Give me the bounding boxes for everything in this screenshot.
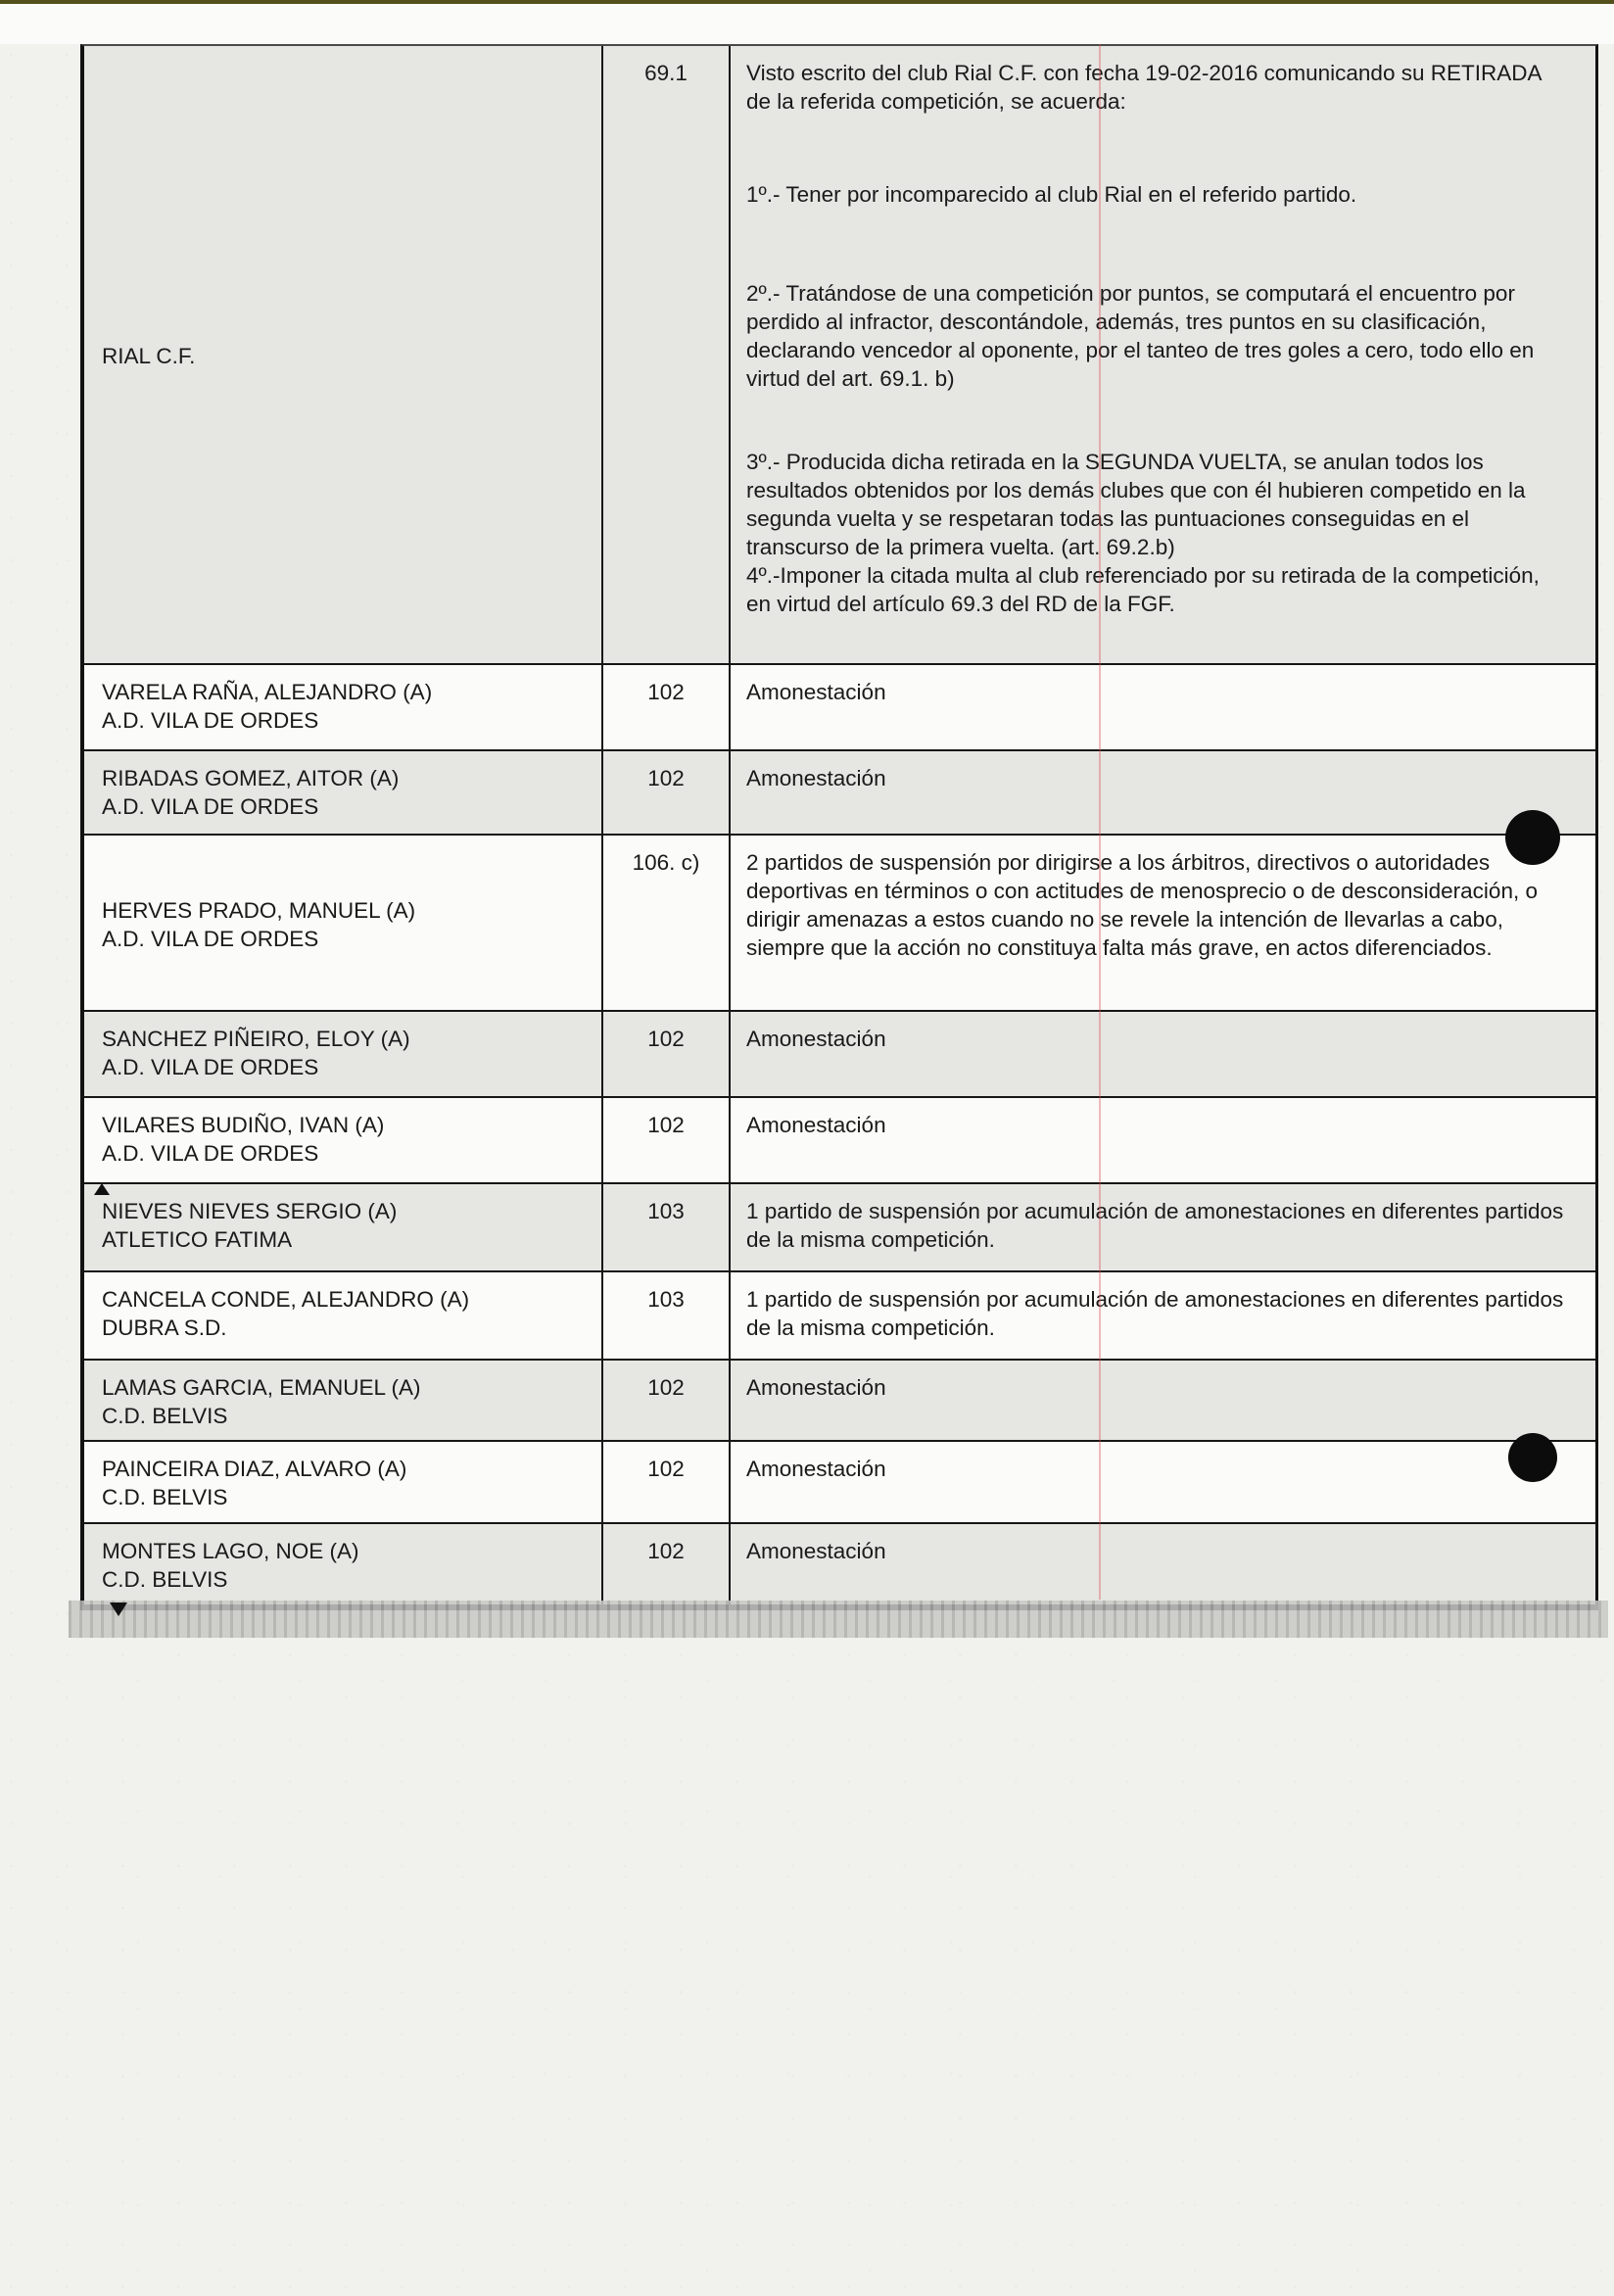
club-name: A.D. VILA DE ORDES — [102, 1141, 319, 1166]
player-cell — [84, 1012, 601, 1096]
club-name: A.D. VILA DE ORDES — [102, 794, 319, 819]
sanction-paragraph: Visto escrito del club Rial C.F. con fecha 19-02-2016 comunicando su RETIRADA de la referida competición, se acuerda: — [746, 61, 1542, 114]
sanction-text: Amonestación — [746, 1375, 886, 1400]
article-cell: 102 — [601, 1442, 729, 1522]
club-name: C.D. BELVIS — [102, 1485, 228, 1509]
ink-artifact — [110, 1602, 127, 1616]
club-name: C.D. BELVIS — [102, 1404, 228, 1428]
sanction-text: Amonestación — [746, 1027, 886, 1051]
player-name: VARELA RAÑA, ALEJANDRO (A) — [102, 680, 433, 704]
player-cell — [84, 1184, 601, 1270]
table-row — [84, 1440, 1595, 1522]
player-cell — [84, 665, 601, 749]
article-cell: 69.1 — [601, 46, 729, 663]
player-name: RIBADAS GOMEZ, AITOR (A) — [102, 766, 400, 790]
table-row — [84, 1359, 1595, 1440]
article-cell: 102 — [601, 751, 729, 834]
sanction-text: 2 partidos de suspensión por dirigirse a los árbitros, directivos o autoridades deportivas en términos o con actitudes de menosprecio o de desconsideración, o dirigir amenazas a estos cuando no se revele la intención de llevarlas a cabo, siempre que la acción no constituya falta más grave, en actos diferenciados. — [746, 850, 1538, 960]
article-cell: 103 — [601, 1184, 729, 1270]
sanction-cell — [729, 836, 1595, 1010]
sanction-text: Amonestación — [746, 1113, 886, 1137]
sanction-cell — [729, 1012, 1595, 1096]
player-cell — [84, 1098, 601, 1182]
article-cell: 102 — [601, 665, 729, 749]
player-name: HERVES PRADO, MANUEL (A) — [102, 897, 416, 923]
player-cell — [84, 1361, 601, 1440]
ink-artifact — [94, 1183, 110, 1195]
club-cell — [84, 46, 601, 663]
sanction-text: Amonestación — [746, 1457, 886, 1481]
player-name: NIEVES NIEVES SERGIO (A) — [102, 1199, 398, 1223]
sanction-cell — [729, 665, 1595, 749]
table-row — [84, 1182, 1595, 1270]
player-name: LAMAS GARCIA, EMANUEL (A) — [102, 1375, 421, 1400]
scan-line-artifact — [1099, 44, 1101, 1600]
page-top-margin — [0, 4, 1614, 44]
table-row — [84, 749, 1595, 834]
table-row — [84, 46, 1595, 663]
sanction-text: Amonestación — [746, 766, 886, 790]
sanction-cell — [729, 1184, 1595, 1270]
club-name: ATLETICO FATIMA — [102, 1227, 293, 1252]
club-name: A.D. VILA DE ORDES — [102, 708, 319, 733]
sanction-text: 1 partido de suspensión por acumulación de amonestaciones en diferentes partidos de la misma competición. — [746, 1199, 1564, 1252]
player-name: CANCELA CONDE, ALEJANDRO (A) — [102, 1287, 470, 1312]
player-name: VILARES BUDIÑO, IVAN (A) — [102, 1113, 385, 1137]
article-cell: 102 — [601, 1361, 729, 1440]
table-row — [84, 663, 1595, 749]
club-name: A.D. VILA DE ORDES — [102, 1055, 319, 1079]
sanction-paragraph: 1º.- Tener por incomparecido al club Rial en el referido partido. — [746, 182, 1357, 207]
article-cell: 103 — [601, 1272, 729, 1359]
sanction-cell — [729, 46, 1595, 663]
club-name: A.D. VILA DE ORDES — [102, 926, 319, 951]
table-row — [84, 1010, 1595, 1096]
table-row — [84, 1270, 1595, 1359]
table-row — [84, 1096, 1595, 1182]
sanction-cell — [729, 1361, 1595, 1440]
article-cell: 102 — [601, 1524, 729, 1604]
player-cell — [84, 1272, 601, 1359]
player-cell — [84, 751, 601, 834]
table-row — [84, 834, 1595, 1010]
club-name: C.D. BELVIS — [102, 1567, 228, 1592]
player-name: SANCHEZ PIÑEIRO, ELOY (A) — [102, 1027, 410, 1051]
sanction-paragraph: 4º.-Imponer la citada multa al club referenciado por su retirada de la competición, en virtud del artículo 69.3 del RD de la FGF. — [746, 563, 1540, 616]
sanction-cell — [729, 1524, 1595, 1604]
player-cell — [84, 836, 601, 1010]
club-name: DUBRA S.D. — [102, 1315, 227, 1340]
sanction-text: Amonestación — [746, 1539, 886, 1563]
club-name: RIAL C.F. — [102, 344, 196, 368]
article-cell: 106. c) — [601, 836, 729, 1010]
sanction-text: 1 partido de suspensión por acumulación de amonestaciones en diferentes partidos de la misma competición. — [746, 1287, 1564, 1340]
sanction-text: Amonestación — [746, 680, 886, 704]
sanction-cell — [729, 1098, 1595, 1182]
article-cell: 102 — [601, 1012, 729, 1096]
player-cell — [84, 1524, 601, 1604]
ink-dot — [1508, 1433, 1557, 1482]
ink-dot — [1505, 810, 1560, 865]
scan-shadow-band — [69, 1601, 1608, 1638]
sanction-paragraph: 3º.- Producida dicha retirada en la SEGUNDA VUELTA, se anulan todos los resultados obtenidos por los demás clubes que con él hubieren competido en la segunda vuelta y se respetaran todas las puntuaciones conseguidas en el transcurso de la primera vuelta. (art. 69.2.b) — [746, 450, 1526, 559]
player-name: PAINCEIRA DIAZ, ALVARO (A) — [102, 1457, 407, 1481]
sanctions-table — [80, 44, 1598, 1610]
article-cell: 102 — [601, 1098, 729, 1182]
sanction-cell — [729, 1272, 1595, 1359]
sanction-paragraph: 2º.- Tratándose de una competición por puntos, se computará el encuentro por perdido al infractor, descontándole, además, tres puntos en su clasificación, declarando vencedor al oponente, por el tanteo de tres goles a cero, todo ello en virtud del art. 69.1. b) — [746, 281, 1535, 391]
sanction-cell — [729, 1442, 1595, 1522]
sanction-cell — [729, 751, 1595, 834]
player-name: MONTES LAGO, NOE (A) — [102, 1539, 359, 1563]
player-cell — [84, 1442, 601, 1522]
table-row — [84, 1522, 1595, 1604]
